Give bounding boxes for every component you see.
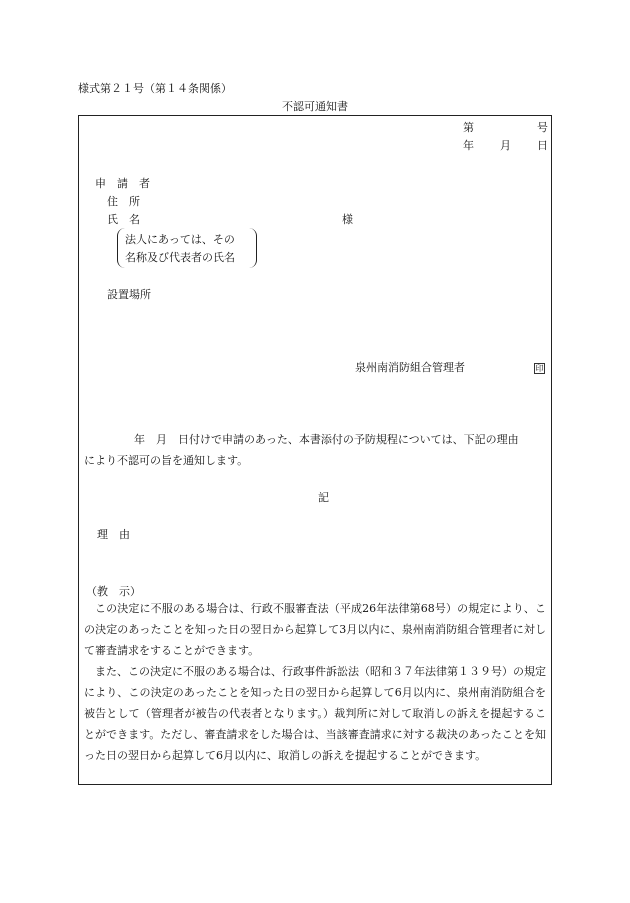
notice-line2: により不認可の旨を通知します。 xyxy=(84,454,249,467)
honorific: 様 xyxy=(342,213,353,226)
seal-mark: 印 xyxy=(535,364,544,373)
applicant-heading: 申 請 者 xyxy=(95,177,150,190)
instruction-heading: （教 示） xyxy=(86,585,141,598)
issuer-name: 泉州南消防組合管理者 xyxy=(355,361,465,374)
instruction-paragraph-2: また、この決定に不服のある場合は、行政事件訴訟法（昭和３７年法律第１３９号）の規定により、この決定のあったことを知った日の翌日から起算して6月以内に、泉州南消防組合を被告として（管理者が被告の代表者となります。）裁判所に対して取消しの訴えを提起することができます。ただし、審査請求をした場合は、当該審査請求に対する裁決のあったことを知った日の翌日から起算して6月以内に、取消しの訴えを提起することができます。 xyxy=(84,665,546,762)
name-label: 氏 名 xyxy=(107,213,140,226)
date-month: 月 xyxy=(500,139,511,152)
notice-line1: 年 月 日付けで申請のあった、本書添付の予防規程については、下記の理由 xyxy=(134,433,519,446)
form-number: 様式第２１号（第１４条関係） xyxy=(78,82,232,95)
reason-label: 理 由 xyxy=(97,528,130,541)
representative-note-line1: 法人にあっては、その xyxy=(125,233,235,246)
date-year: 年 xyxy=(463,139,474,152)
installation-label: 設置場所 xyxy=(107,288,151,301)
address-label: 住 所 xyxy=(107,195,140,208)
date-day: 日 xyxy=(537,139,548,152)
document-title: 不認可通知書 xyxy=(282,100,348,113)
ki-label: 記 xyxy=(318,491,329,504)
doc-number-suffix: 号 xyxy=(537,121,548,134)
representative-note-line2: 名称及び代表者の氏名 xyxy=(125,251,235,264)
instruction-paragraph-1: この決定に不服のある場合は、行政不服審査法（平成26年法律第68号）の規定により、この決定のあったことを知った日の翌日から起算して3月以内に、泉州南消防組合管理者に対して審査請求をすることができます。 xyxy=(84,602,546,657)
doc-number-prefix: 第 xyxy=(463,121,474,134)
